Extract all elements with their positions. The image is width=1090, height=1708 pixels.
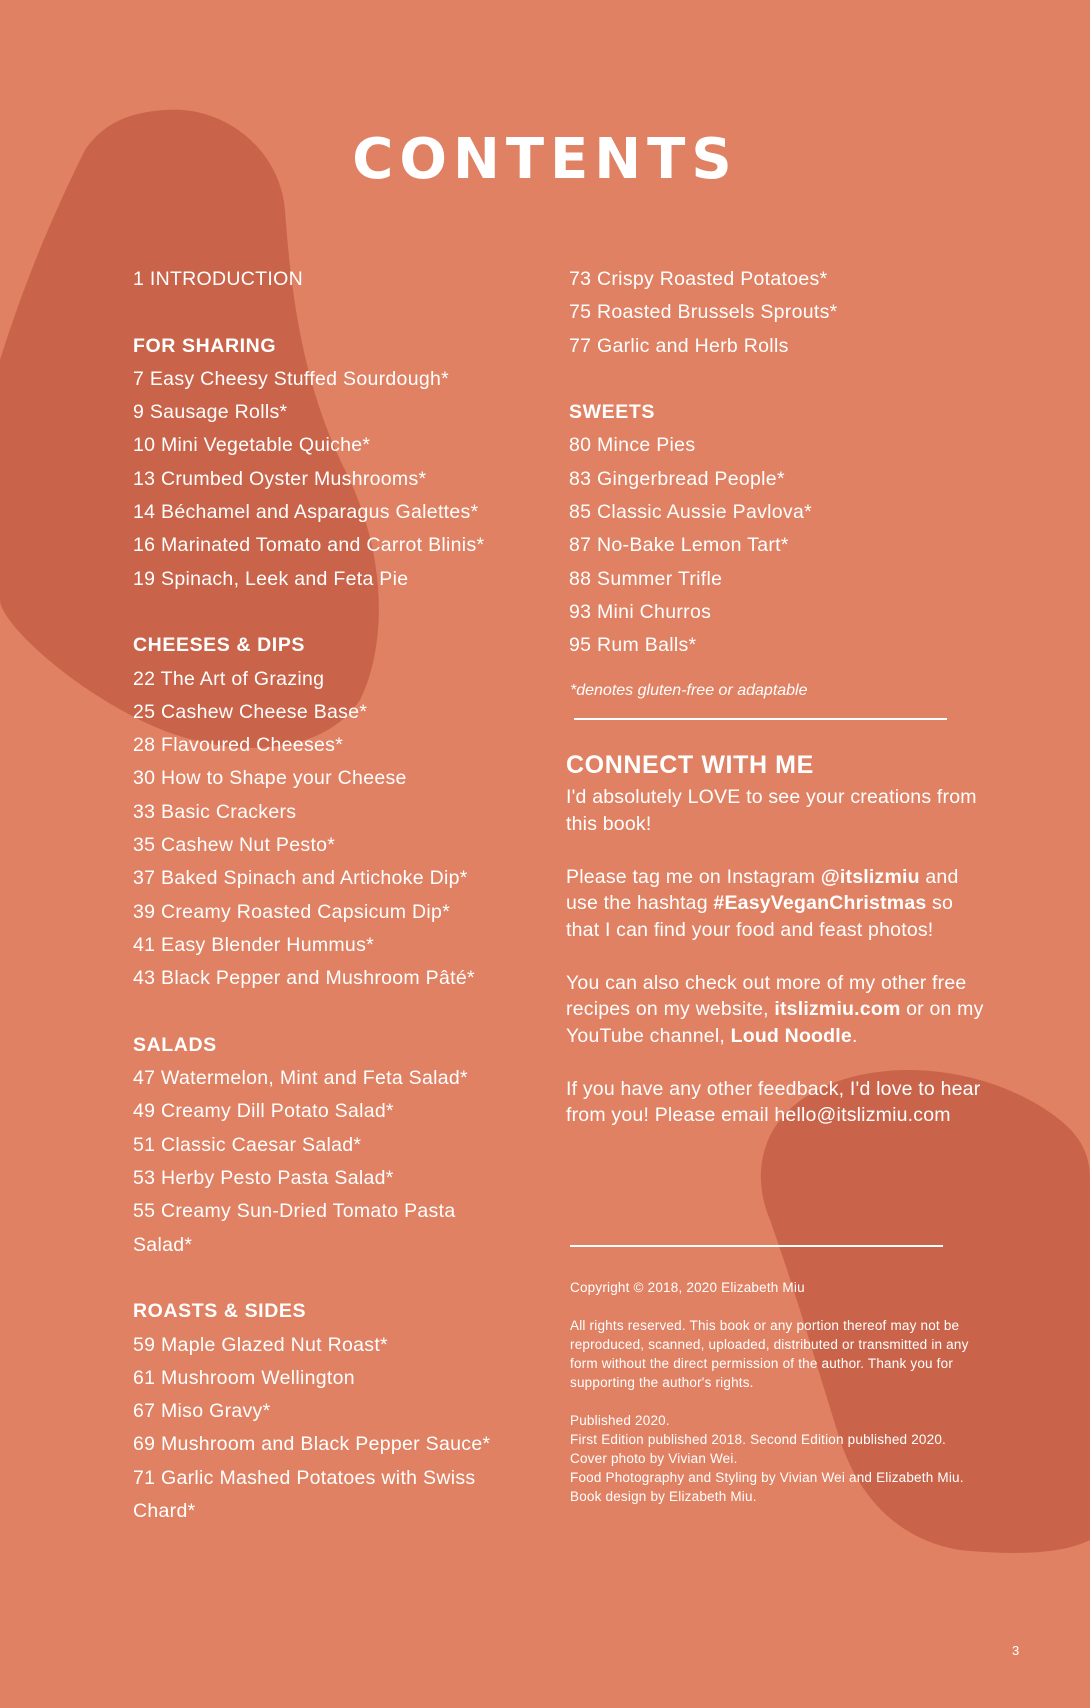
toc-spacer [133,1262,533,1295]
connect-paragraph: If you have any other feedback, I'd love to hear from you! Please email hello@itslizmiu.com [566,1077,981,1126]
toc-entry[interactable]: 59 Maple Glazed Nut Roast* [133,1333,388,1356]
toc-entry[interactable]: 61 Mushroom Wellington [133,1366,355,1389]
toc-entry[interactable]: 80 Mince Pies [569,434,696,457]
toc-section-heading: SWEETS [569,401,655,424]
toc-right-column [569,263,969,663]
toc-entry[interactable]: 55 Creamy Sun-Dried Tomato Pasta [133,1200,456,1223]
page-title: CONTENTS [352,127,738,192]
toc-section-heading: SALADS [133,1033,217,1056]
connect-text: or on my YouTube channel, [566,998,984,1047]
copyright-line: Copyright © 2018, 2020 Elizabeth Miu [570,1280,805,1295]
toc-entry[interactable]: 93 Mini Churros [569,600,712,623]
toc-entry[interactable]: 16 Marinated Tomato and Carrot Blinis* [133,534,485,557]
photography-credit: Food Photography and Styling by Vivian Wei and Elizabeth Miu. [570,1470,964,1485]
cover-credit: Cover photo by Vivian Wei. [570,1451,738,1466]
toc-section-heading: ROASTS & SIDES [133,1300,307,1323]
toc-entry[interactable]: 47 Watermelon, Mint and Feta Salad* [133,1067,468,1090]
toc-spacer [133,996,533,1029]
toc-entry[interactable]: 1 INTRODUCTION [133,268,303,290]
toc-entry[interactable]: 7 Easy Cheesy Stuffed Sourdough* [133,367,450,390]
toc-entry[interactable]: 67 Miso Gravy* [133,1400,271,1423]
toc-entry[interactable]: 9 Sausage Rolls* [133,401,288,424]
hashtag: #EasyVeganChristmas [713,892,927,914]
toc-entry[interactable]: Chard* [133,1499,196,1522]
youtube-channel-link[interactable]: Loud Noodle [730,1024,852,1047]
toc-entry[interactable]: 14 Béchamel and Asparagus Galettes* [133,501,479,524]
connect-paragraph [566,970,986,1050]
connect-text: and use the hashtag [566,865,959,914]
toc-entry[interactable]: 13 Crumbed Oyster Mushrooms* [133,467,427,490]
toc-left-column [133,263,533,1528]
toc-entry[interactable]: 51 Classic Caesar Salad* [133,1133,362,1156]
page-number: 3 [1012,1643,1020,1658]
toc-entry[interactable]: 49 Creamy Dill Potato Salad* [133,1100,394,1123]
design-credit: Book design by Elizabeth Miu. [570,1489,757,1504]
toc-section-heading: CHEESES & DIPS [133,634,306,657]
toc-spacer [133,596,533,629]
toc-entry[interactable]: 33 Basic Crackers [133,800,297,823]
toc-entry[interactable]: 71 Garlic Mashed Potatoes with Swiss [133,1466,476,1489]
toc-entry[interactable]: 28 Flavoured Cheeses* [133,734,344,757]
publication-credits [570,1411,970,1506]
toc-entry[interactable]: 35 Cashew Nut Pesto* [133,834,336,857]
divider [570,1245,943,1247]
connect-text: so that I can find your food and feast photos! [566,892,954,941]
connect-text: . [851,1024,858,1047]
connect-paragraph [566,864,986,944]
connect-text: You can also check out more of my other free recipes on my website, [566,971,967,1020]
toc-entry[interactable]: 88 Summer Trifle [569,567,723,590]
toc-entry[interactable]: 30 How to Shape your Cheese [133,767,407,790]
connect-paragraph: I'd absolutely LOVE to see your creations from this book! [566,786,977,835]
connect-body [566,784,986,1155]
toc-entry[interactable]: 53 Herby Pesto Pasta Salad* [133,1167,394,1190]
toc-entry[interactable]: 41 Easy Blender Hummus* [133,933,375,956]
instagram-handle[interactable]: @itslizmiu [820,865,920,888]
toc-entry[interactable]: 37 Baked Spinach and Artichoke Dip* [133,867,468,890]
toc-entry[interactable]: 25 Cashew Cheese Base* [133,700,368,723]
toc-entry[interactable]: 87 No-Bake Lemon Tart* [569,534,789,557]
toc-entry[interactable]: 75 Roasted Brussels Sprouts* [569,301,838,324]
toc-entry[interactable]: 77 Garlic and Herb Rolls [569,334,789,357]
toc-spacer [133,296,533,329]
connect-text: Please tag me on Instagram [566,865,821,888]
toc-entry[interactable]: 43 Black Pepper and Mushroom Pâté* [133,967,475,990]
toc-entry[interactable]: 85 Classic Aussie Pavlova* [569,501,812,524]
website-link[interactable]: itslizmiu.com [774,998,901,1020]
toc-entry[interactable]: Salad* [133,1233,193,1256]
published-line: Published 2020. [570,1413,670,1428]
rights-statement: All rights reserved. This book or any portion thereof may not be reproduced, scanned, uploaded, distributed or transmitted in any form without the direct permission of the author. Thank you for supporting the author's rights. [570,1318,969,1390]
toc-entry[interactable]: 39 Creamy Roasted Capsicum Dip* [133,900,451,923]
toc-entry[interactable]: 95 Rum Balls* [569,634,697,657]
toc-entry[interactable]: 10 Mini Vegetable Quiche* [133,434,371,457]
divider [574,718,947,720]
gluten-free-note: *denotes gluten-free or adaptable [570,682,808,699]
toc-entry[interactable]: 69 Mushroom and Black Pepper Sauce* [133,1433,491,1456]
legal-notice [570,1278,970,1525]
connect-title: CONNECT WITH ME [566,751,814,779]
toc-entry[interactable]: 83 Gingerbread People* [569,467,785,490]
toc-section-heading: FOR SHARING [133,334,277,357]
toc-entry[interactable]: 19 Spinach, Leek and Feta Pie [133,567,409,590]
editions-line: First Edition published 2018. Second Edition published 2020. [570,1432,946,1447]
toc-entry[interactable]: 22 The Art of Grazing [133,667,325,690]
toc-entry[interactable]: 73 Crispy Roasted Potatoes* [569,268,828,290]
toc-spacer [569,363,969,396]
